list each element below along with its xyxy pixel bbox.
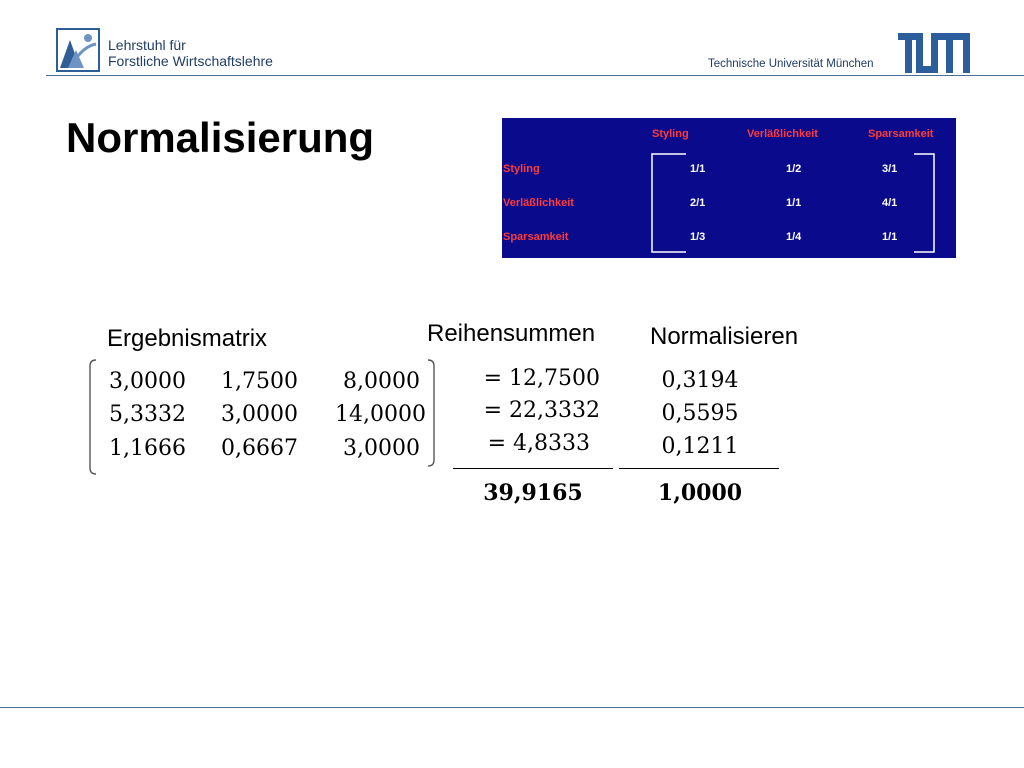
matrix-cell: 0,6667 [221, 436, 298, 461]
normalized-total: 1,0000 [657, 480, 743, 506]
column-header-styling: Styling [652, 128, 689, 140]
footer-divider [0, 707, 1024, 708]
matrix-cell: 8,0000 [343, 369, 420, 394]
result-matrix-label: Ergebnismatrix [107, 325, 268, 352]
sum-line [453, 468, 613, 469]
row-label-verlaesslichkeit: Verläßlichkeit [503, 197, 574, 209]
column-header-verlaesslichkeit: Verläßlichkeit [747, 128, 818, 140]
row-sum-value: = 4,8333 [487, 431, 590, 456]
chair-logo-icon [56, 28, 100, 72]
matrix-cell: 14,0000 [335, 402, 426, 427]
matrix-cell: 1,7500 [221, 369, 298, 394]
chair-name-line2: Forstliche Wirtschaftslehre [108, 53, 273, 69]
table-cell: 1/2 [786, 163, 802, 175]
row-sum-value: = 12,7500 [483, 366, 600, 391]
normalize-label: Normalisieren [650, 323, 799, 350]
column-header-sparsamkeit: Sparsamkeit [868, 128, 934, 140]
chair-name-line1: Lehrstuhl für [108, 37, 186, 53]
table-cell: 2/1 [690, 197, 706, 209]
matrix-cell: 3,0000 [343, 436, 420, 461]
table-matrix-brackets [502, 118, 956, 258]
slide-title: Normalisierung [66, 114, 375, 161]
normalized-value: 0,1211 [661, 434, 739, 459]
table-cell: 1/1 [786, 197, 802, 209]
row-sums-label: Reihensummen [427, 320, 596, 347]
tum-logo [898, 33, 970, 73]
row-sum-value: = 22,3332 [483, 398, 600, 423]
comparison-table [502, 118, 956, 258]
row-label-sparsamkeit: Sparsamkeit [503, 231, 569, 243]
matrix-cell: 3,0000 [221, 402, 298, 427]
row-label-styling: Styling [503, 163, 540, 175]
normalized-value: 0,5595 [661, 401, 739, 426]
matrix-cell: 5,3332 [109, 402, 186, 427]
row-sums-total: 39,9165 [483, 480, 583, 506]
table-cell: 4/1 [882, 197, 898, 209]
matrix-cell: 1,1666 [109, 436, 186, 461]
header-divider [46, 75, 1024, 76]
table-cell: 1/1 [882, 231, 898, 243]
table-cell: 1/3 [690, 231, 706, 243]
normalized-value: 0,3194 [661, 368, 739, 393]
table-cell: 1/4 [786, 231, 802, 243]
table-cell: 3/1 [882, 163, 898, 175]
table-cell: 1/1 [690, 163, 706, 175]
university-name: Technische Universität München [708, 58, 874, 70]
matrix-cell: 3,0000 [109, 369, 186, 394]
sum-line [619, 468, 779, 469]
